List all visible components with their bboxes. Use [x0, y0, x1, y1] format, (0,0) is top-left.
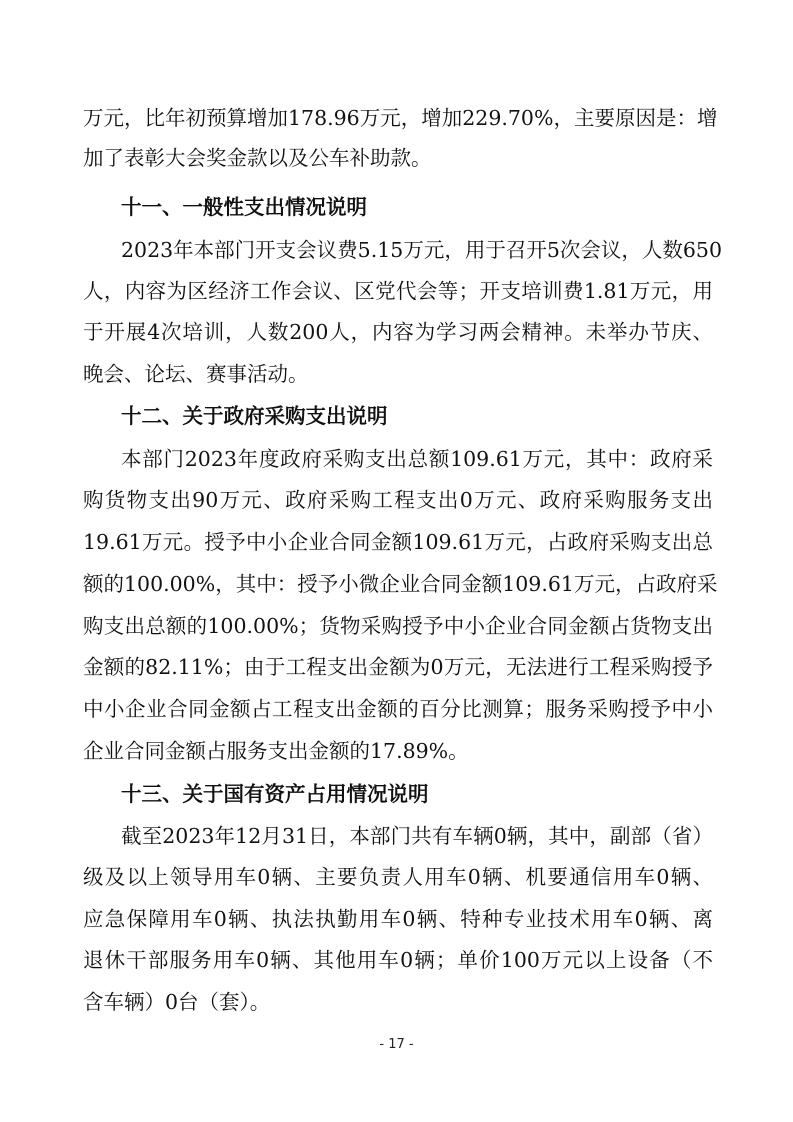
paragraph-line: 人，内容为区经济工作会议、区党代会等；开支培训费1.81万元，用: [83, 279, 713, 303]
paragraph-line: 额的100.00%，其中：授予小微企业合同金额109.61万元，占政府采: [83, 572, 718, 596]
paragraph-line: 金额的82.11%；由于工程支出金额为0万元，无法进行工程采购授予: [83, 655, 713, 679]
paragraph-line: 本部门2023年度政府采购支出总额109.61万元，其中：政府采: [121, 447, 713, 471]
paragraph-line: 购支出总额的100.00%；货物采购授予中小企业合同金额占货物支出: [83, 614, 713, 638]
paragraph-line: 万元，比年初预算增加178.96万元，增加229.70%，主要原因是：增: [83, 106, 718, 130]
paragraph-line: 含车辆）0台（套）。: [83, 990, 271, 1014]
paragraph-line: 19.61万元。授予中小企业合同金额109.61万元，占政府采购支出总: [83, 530, 713, 554]
paragraph-line: 购货物支出90万元、政府采购工程支出0万元、政府采购服务支出: [83, 488, 713, 512]
page-number: - 17 -: [379, 1037, 414, 1052]
paragraph-line: 企业合同金额占服务支出金额的17.89%。: [83, 739, 469, 763]
paragraph-line: 中小企业合同金额占工程支出金额的百分比测算；服务采购授予中小: [83, 697, 713, 721]
paragraph-line: 晚会、论坛、赛事活动。: [83, 362, 309, 386]
section-heading-12: 十二、关于政府采购支出说明: [121, 404, 388, 428]
paragraph-line: 级及以上领导用车0辆、主要负责人用车0辆、机要通信用车0辆、: [83, 865, 713, 889]
paragraph-line: 2023年本部门开支会议费5.15万元，用于召开5次会议，人数650: [121, 238, 722, 262]
paragraph-line: 于开展4次培训，人数200人，内容为学习两会精神。未举办节庆、: [83, 320, 713, 344]
section-heading-11: 十一、一般性支出情况说明: [121, 195, 367, 219]
paragraph-line: 退休干部服务用车0辆、其他用车0辆；单价100万元以上设备（不: [83, 948, 713, 972]
section-heading-13: 十三、关于国有资产占用情况说明: [121, 782, 429, 806]
paragraph-line: 截至2023年12月31日，本部门共有车辆0辆，其中，副部（省）: [121, 824, 713, 848]
paragraph-line: 加了表彰大会奖金款以及公车补助款。: [83, 146, 432, 170]
paragraph-line: 应急保障用车0辆、执法执勤用车0辆、特种专业技术用车0辆、离: [83, 907, 713, 931]
